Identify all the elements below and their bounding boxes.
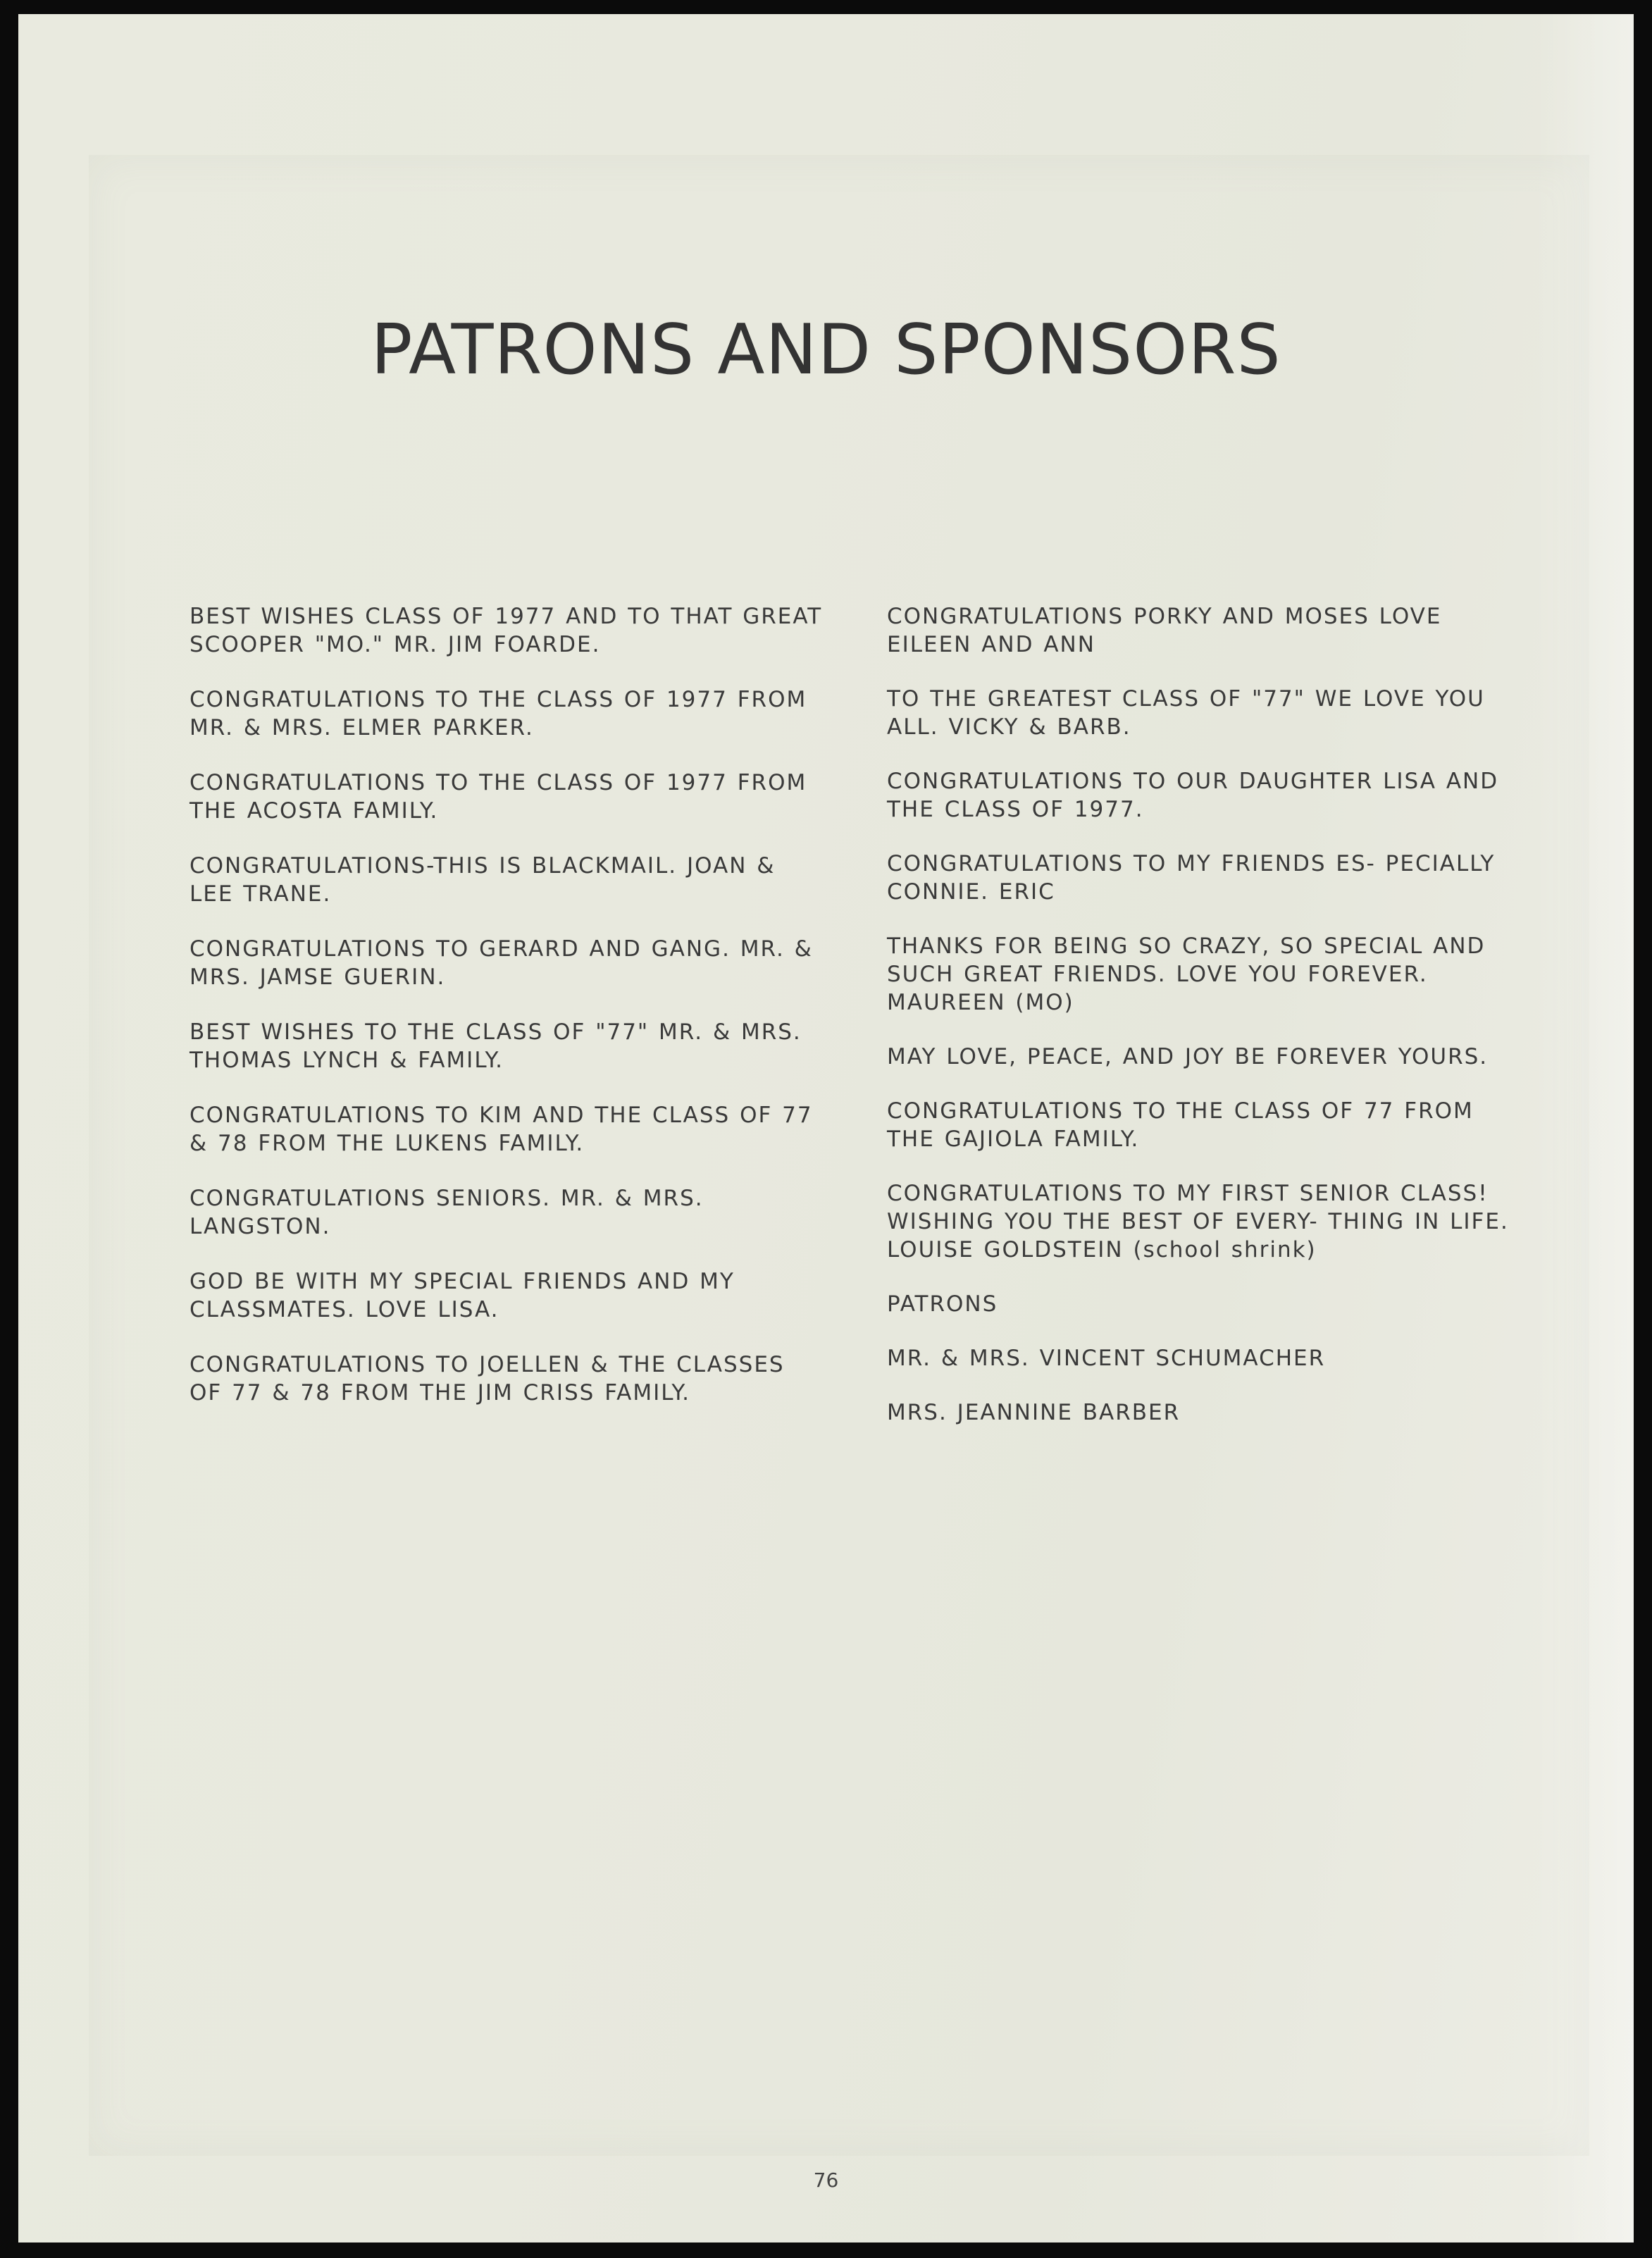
sponsor-entry: BEST WISHES TO THE CLASS OF "77" MR. & MRS. THOMAS LYNCH & FAMILY. <box>190 1019 802 1073</box>
sponsor-entry: CONGRATULATIONS TO MY FRIENDS ES- PECIALLY CONNIE. ERIC <box>887 851 1496 905</box>
sponsor-entry: CONGRATULATIONS TO THE CLASS OF 77 FROM THE GAJIOLA FAMILY. <box>887 1098 1474 1152</box>
patrons-heading: PATRONS <box>887 1291 998 1317</box>
patron-entry: MRS. JEANNINE BARBER <box>887 1400 1181 1425</box>
sponsor-entry: GOD BE WITH MY SPECIAL FRIENDS AND MY CLASSMATES. LOVE LISA. <box>190 1269 735 1322</box>
right-column <box>887 602 1521 1453</box>
sponsor-entry: MAY LOVE, PEACE, AND JOY BE FOREVER YOURS. <box>887 1044 1489 1069</box>
sponsor-entry: CONGRATULATIONS TO OUR DAUGHTER LISA AND THE CLASS OF 1977. <box>887 769 1499 822</box>
left-column <box>190 602 824 1434</box>
sponsor-entry: CONGRATULATIONS TO THE CLASS OF 1977 FROM THE ACOSTA FAMILY. <box>190 770 807 824</box>
page-title: PATRONS AND SPONSORS <box>371 310 1281 390</box>
sponsor-entry: CONGRATULATIONS TO GERARD AND GANG. MR. & MRS. JAMSE GUERIN. <box>190 936 813 990</box>
sponsor-entry: BEST WISHES CLASS OF 1977 AND TO THAT GREAT SCOOPER "MO." MR. JIM FOARDE. <box>190 604 823 657</box>
sponsor-entry: CONGRATULATIONS PORKY AND MOSES LOVE EILEEN AND ANN <box>887 604 1442 657</box>
page-number: 76 <box>813 2169 839 2192</box>
sponsor-entry: CONGRATULATIONS TO MY FIRST SENIOR CLASS! WISHING YOU THE BEST OF EVERY- THING IN LIFE. LOUISE GOLDSTEIN (school shrink) <box>887 1181 1509 1263</box>
sponsor-entry: CONGRATULATIONS TO KIM AND THE CLASS OF 77 & 78 FROM THE LUKENS FAMILY. <box>190 1103 813 1156</box>
sponsor-entry: CONGRATULATIONS TO THE CLASS OF 1977 FROM MR. & MRS. ELMER PARKER. <box>190 687 807 740</box>
patron-entry: MR. & MRS. VINCENT SCHUMACHER <box>887 1346 1326 1371</box>
sponsor-entry: CONGRATULATIONS TO JOELLEN & THE CLASSES OF 77 & 78 FROM THE JIM CRISS FAMILY. <box>190 1352 785 1406</box>
sponsor-entry: THANKS FOR BEING SO CRAZY, SO SPECIAL AND SUCH GREAT FRIENDS. LOVE YOU FOREVER. MAUREEN (MO) <box>887 933 1486 1015</box>
sponsor-entry: CONGRATULATIONS SENIORS. MR. & MRS. LANGSTON. <box>190 1186 704 1239</box>
sponsor-entry: CONGRATULATIONS-THIS IS BLACKMAIL. JOAN & LEE TRANE. <box>190 853 776 907</box>
sponsor-entry: TO THE GREATEST CLASS OF "77" WE LOVE YOU ALL. VICKY & BARB. <box>887 686 1485 740</box>
document-page <box>18 14 1634 2243</box>
